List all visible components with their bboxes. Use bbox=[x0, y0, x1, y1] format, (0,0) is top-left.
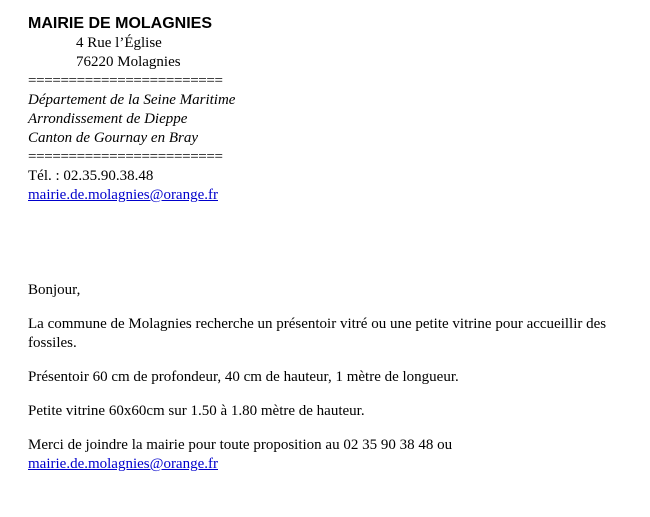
address-street: 4 Rue l’Église bbox=[76, 35, 162, 51]
phone-line: Tél. : 02.35.90.38.48 bbox=[28, 168, 154, 184]
separator-top: ======================== bbox=[28, 73, 223, 89]
paragraph-presentoir: Présentoir 60 cm de profondeur, 40 cm de hauteur, 1 mètre de longueur. bbox=[28, 369, 459, 385]
header-email-link[interactable]: mairie.de.molagnies@orange.fr bbox=[28, 187, 218, 203]
greeting: Bonjour, bbox=[28, 282, 81, 298]
closing-email-link[interactable]: mairie.de.molagnies@orange.fr bbox=[28, 456, 218, 472]
document bbox=[28, 14, 638, 474]
closing-line: Merci de joindre la mairie pour toute proposition au 02 35 90 38 48 ou bbox=[28, 437, 453, 453]
paragraph-request: La commune de Molagnies recherche un présentoir vitré ou une petite vitrine pour accueillir des fossiles. bbox=[28, 316, 607, 351]
spacer bbox=[28, 205, 638, 281]
address-city: 76220 Molagnies bbox=[76, 54, 181, 70]
department-line: Département de la Seine Maritime bbox=[28, 92, 236, 108]
arrondissement-line: Arrondissement de Dieppe bbox=[28, 111, 188, 127]
mairie-title: MAIRIE DE MOLAGNIES bbox=[28, 15, 213, 32]
canton-line: Canton de Gournay en Bray bbox=[28, 130, 198, 146]
separator-bottom: ======================== bbox=[28, 149, 223, 165]
paragraph-vitrine: Petite vitrine 60x60cm sur 1.50 à 1.80 mètre de hauteur. bbox=[28, 403, 365, 419]
